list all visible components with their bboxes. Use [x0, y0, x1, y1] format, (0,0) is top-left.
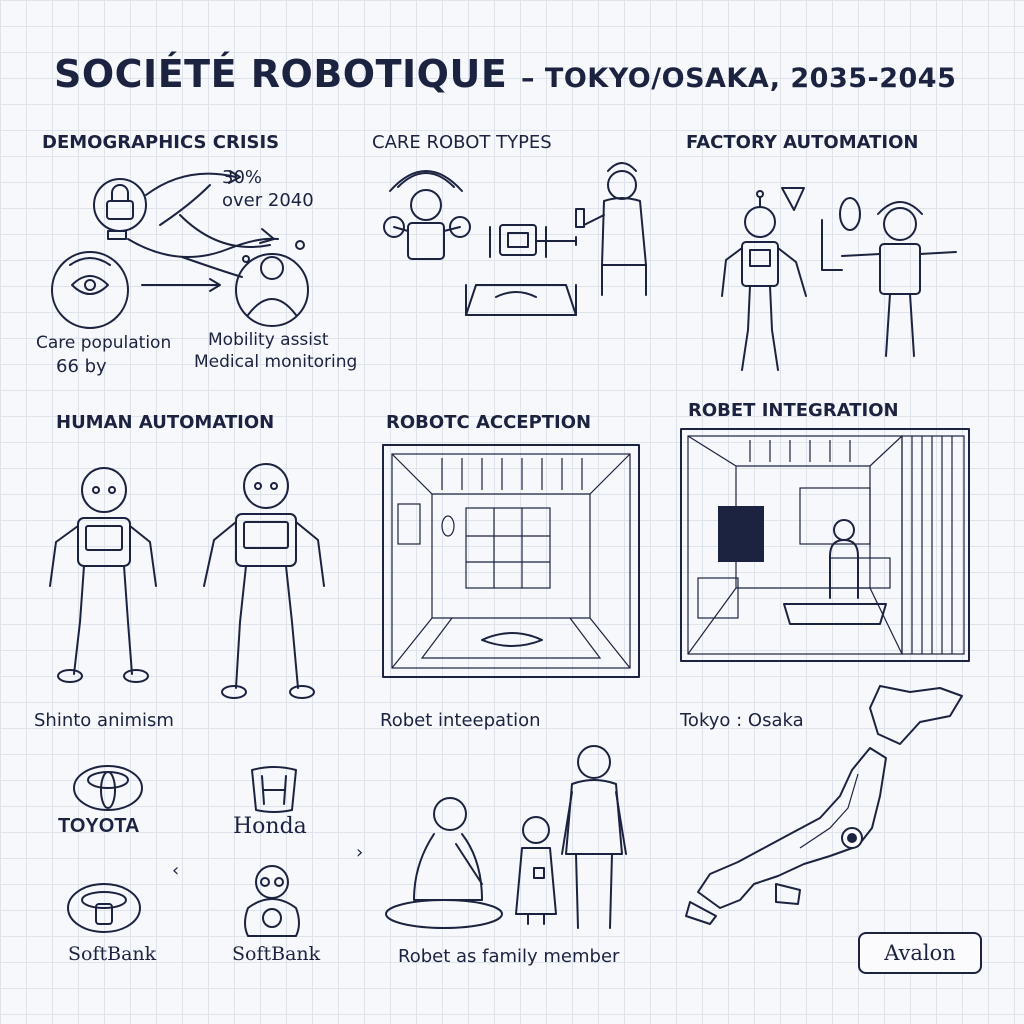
avalon-signature: Avalon — [858, 932, 982, 974]
honda-logo-icon — [244, 764, 304, 814]
tv-icon — [718, 506, 764, 562]
softbank-logo-icon — [66, 880, 146, 936]
elder-head-icon — [434, 798, 466, 830]
bed-icon — [466, 285, 576, 315]
futon-icon — [482, 633, 542, 646]
nav-next-icon[interactable]: › — [356, 842, 364, 863]
mechanism-icon — [500, 225, 536, 255]
acception-heading: ROBOTC ACCEPTION — [386, 412, 592, 433]
medical-monitoring-label: Medical monitoring — [194, 352, 358, 372]
caregiver-robot-icon — [608, 171, 636, 199]
honda-label: Honda — [233, 814, 307, 839]
title-main: SOCIÉTÉ ROBOTIQUE — [54, 52, 508, 96]
title-sub: – TOKYO/OSAKA, 2035-2045 — [521, 63, 957, 94]
integration-heading: ROBET INTEGRATION — [688, 400, 899, 421]
humanoid-head-icon — [82, 468, 126, 512]
human-automation-heading: HUMAN AUTOMATION — [56, 412, 275, 433]
care-population-label: Care population — [36, 333, 172, 353]
living-room-illustration — [680, 428, 970, 662]
acception-caption: Robet inteepation — [380, 710, 541, 731]
room-frame — [383, 445, 639, 677]
caregiver-icon — [236, 254, 308, 326]
nav-prev-icon[interactable]: ‹ — [172, 860, 180, 881]
page-title — [54, 52, 956, 96]
hokkaido-shape — [870, 686, 962, 744]
japanese-room-illustration — [382, 444, 640, 678]
care-types-heading: CARE ROBOT TYPES — [372, 132, 552, 153]
stat-year: over 2040 — [222, 190, 314, 211]
tokyo-osaka-caption: Tokyo : Osaka — [680, 710, 804, 731]
demographics-heading: DEMOGRAPHICS CRISIS — [42, 132, 280, 153]
humanoid-head-icon-2 — [244, 464, 288, 508]
factory-heading: FACTORY AUTOMATION — [686, 132, 919, 153]
family-illustration — [386, 744, 646, 934]
toyota-label: TOYOTA — [58, 815, 140, 837]
stat-percent: 30% — [222, 167, 263, 188]
adult-head-icon — [578, 746, 610, 778]
mobility-assist-label: Mobility assist — [208, 330, 329, 350]
factory-robot-head-icon — [745, 207, 775, 237]
care-robot-illustration — [376, 165, 666, 325]
softbank-robot-icon — [234, 862, 314, 942]
japan-map — [680, 678, 970, 926]
shinto-caption: Shinto animism — [34, 710, 174, 731]
toyota-logo-icon — [70, 764, 150, 814]
child-head-icon — [523, 817, 549, 843]
factory-robot-head-icon-2 — [884, 208, 916, 240]
robot-head-icon — [411, 190, 441, 220]
softbank-label-2: SoftBank — [232, 943, 321, 965]
honshu-shape — [698, 748, 886, 908]
humanoid-robots-illustration — [40, 462, 340, 702]
softbank-label-1: SoftBank — [68, 943, 157, 965]
lock-icon — [94, 179, 146, 231]
factory-robots-illustration — [712, 180, 972, 380]
family-caption: Robet as family member — [398, 946, 620, 967]
seated-person-icon — [830, 540, 858, 598]
care-population-value: 66 by — [56, 356, 107, 377]
